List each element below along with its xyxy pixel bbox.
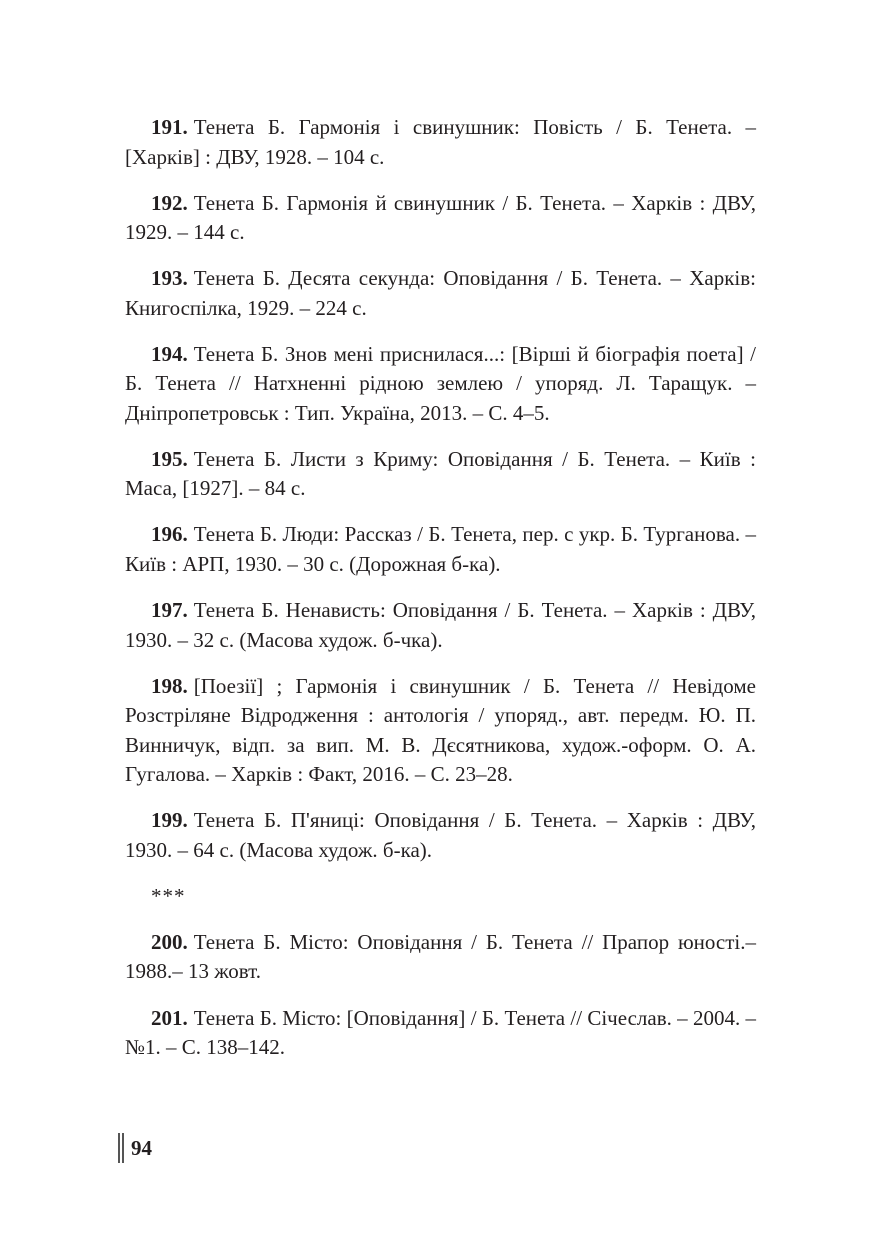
entry-number: 191. [151,115,188,139]
entry-text: Тенета Б. Місто: [Оповідання] / Б. Тенета // Січеслав. – 2004. – №1. – С. 138–142. [125,1005,756,1060]
entry-number: 195. [151,446,188,471]
entry-text: Тенета Б. Ненависть: Оповідання / Б. Тенета. – Харків : ДВУ, 1930. – 32 с. (Масова худож. б-чка). [125,598,756,652]
section-separator: *** [151,883,186,908]
bibliography-entry-193 [125,264,756,323]
bibliography-entry-199 [125,806,756,865]
entry-text: Тенета Б. Гармонія й свинушник / Б. Тенета. – Харків : ДВУ, 1929. – 144 с. [125,190,756,245]
bibliography-entry-194 [125,340,756,429]
entry-text: Тенета Б. Листи з Криму: Оповідання / Б. Тенета. – Київ : Маса, [1927]. – 84 с. [125,446,756,501]
bibliography-entry-192 [125,189,756,248]
bibliography-entry-198 [125,672,756,790]
entry-number: 192. [151,190,188,215]
entry-text: Тенета Б. Люди: Рассказ / Б. Тенета, пер. с укр. Б. Турганова. – Київ : АРП, 1930. – 30 с. (Дорожная б-ка). [125,522,756,576]
bibliography-entry-201 [125,1004,756,1063]
bibliography-entry-195 [125,445,756,504]
page-number: 94 [131,1136,152,1160]
bibliography-entry-197 [125,596,756,655]
entry-number: 200. [151,929,188,954]
entry-text: Тенета Б. Десята секунда: Оповідання / Б. Тенета. – Харків: Книгоспілка, 1929. – 224 с. [125,266,756,320]
entry-number: 198. [151,673,188,698]
entry-text: Тенета Б. П'яниці: Оповідання / Б. Тенета. – Харків : ДВУ, 1930. – 64 с. (Масова худож. б-ка). [125,808,756,862]
page-footer [118,1133,152,1163]
bibliography-entry-191 [125,113,756,172]
entry-text: Тенета Б. Гармонія і свинушник: Повість / Б. Тенета. – [Харків] : ДВУ, 1928. – 104 с. [125,115,756,169]
entry-number: 197. [151,598,188,623]
entry-number: 193. [151,266,188,291]
bibliography-list [125,113,756,1079]
entry-text: [Поезії] ; Гармонія і свинушник / Б. Тенета // Невідоме Розстріляне Відродження : антологія / упоряд., авт. передм. Ю. П. Винничук, відп. за вип. М. В. Дєсятникова, худож.-оформ. О. А. Гугалова. – Харків : Факт, 2016. – С. 23–28. [125,673,756,787]
entry-number: 194. [151,341,188,366]
bibliography-entry-200 [125,928,756,987]
entry-text: Тенета Б. Місто: Оповідання / Б. Тенета // Прапор юності.– 1988.– 13 жовт. [125,929,756,984]
entry-text: Тенета Б. Знов мені приснилася...: [Вірші й біографія поета] / Б. Тенета // Натхненні рідною землею / упоряд. Л. Таращук. – Дніпропетровськ : Тип. Україна, 2013. – С. 4–5. [125,341,756,425]
entry-number: 201. [151,1005,188,1030]
bibliography-entry-196 [125,520,756,579]
entry-number: 196. [151,522,188,547]
footer-double-rule [118,1133,124,1163]
entry-number: 199. [151,808,188,833]
